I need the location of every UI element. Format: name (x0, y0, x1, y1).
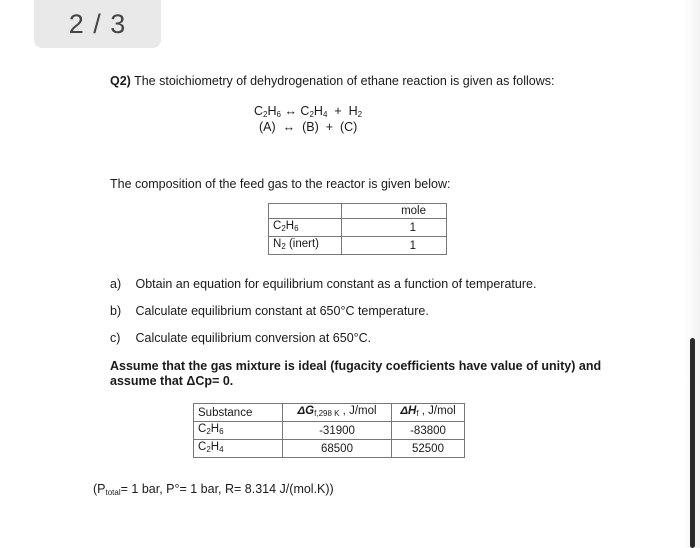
reaction-labels: (A) ↔ (B) + (C) (259, 120, 358, 134)
equilibrium-arrow-icon: ↔ (282, 120, 296, 134)
parameters-line: ($P_{total}= 1$ bar, P°= 1 bar, R= 8.314 J/(mol.K)) (93, 482, 334, 497)
label-c: (C) (339, 120, 358, 134)
feed-mole-nitrogen: 1 (342, 237, 447, 255)
thermo-species-ethane: $C_2H_6$ (194, 422, 283, 440)
item-text: Calculate equilibrium constant at 650°C temperature. (135, 304, 429, 318)
table-row (269, 237, 447, 255)
feed-table (268, 203, 447, 255)
feed-intro: The composition of the feed gas to the reactor is given below: (110, 177, 451, 191)
scrollbar[interactable] (690, 338, 695, 548)
question-title (110, 74, 554, 88)
item-label: b) (110, 304, 122, 318)
item-text: Calculate equilibrium conversion at 650°C. (135, 331, 372, 345)
list-item (110, 277, 536, 291)
page-indicator: 2 / 3 (34, 0, 161, 48)
thermo-dh-ethylene: 52500 (392, 440, 465, 458)
equilibrium-arrow-icon: ↔ (284, 104, 297, 118)
label-a: (A) (259, 120, 276, 134)
table-row (194, 422, 465, 440)
assumption-text: Assume that the gas mixture is ideal (fugacity coefficients have value of unity) and assume that ΔCp= 0. (110, 359, 602, 388)
thermo-dh-ethane: -83800 (392, 422, 465, 440)
table-row (269, 219, 447, 237)
thermo-table (193, 403, 465, 458)
list-item (110, 331, 371, 345)
thermo-dg-ethane: -31900 (283, 422, 392, 440)
question-text: The stoichiometry of dehydrogenation of ethane reaction is given as follows: (134, 74, 555, 88)
feed-species-nitrogen: $N_2$ (inert) (269, 237, 342, 255)
list-item (110, 304, 429, 318)
item-label: a) (110, 277, 122, 291)
thermo-dg-ethylene: 68500 (283, 440, 392, 458)
header-gibbs: $\Delta G_{f,298 K}$ , J/mol (283, 404, 392, 422)
table-row (194, 440, 465, 458)
table-row (269, 204, 447, 219)
table-cell (269, 204, 342, 219)
header-enthalpy: $\Delta H_f$ , J/mol (392, 404, 465, 422)
feed-header-mole: mole (342, 204, 447, 219)
label-b: (B) (302, 120, 319, 134)
item-label: c) (110, 331, 121, 345)
thermo-species-ethylene: $C_2H_4$ (194, 440, 283, 458)
header-substance: Substance (194, 404, 283, 422)
table-row (194, 404, 465, 422)
reaction-equation: $C_2H_6$ ↔ $C_2H_4 + H_2$ (254, 104, 363, 119)
question-number: Q2) (110, 74, 131, 88)
feed-mole-ethane: 1 (342, 219, 447, 237)
item-text: Obtain an equation for equilibrium constant as a function of temperature. (135, 277, 537, 291)
feed-species-ethane: $C_2H_6$ (269, 219, 342, 237)
